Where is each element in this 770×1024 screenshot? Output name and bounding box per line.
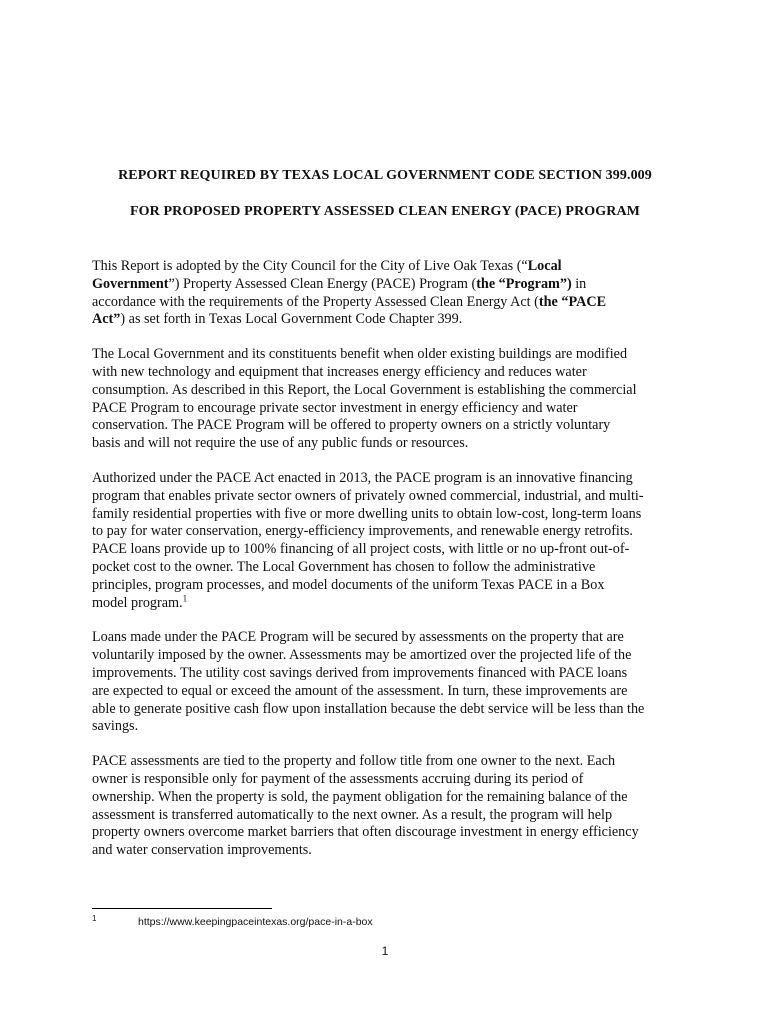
text-line: to pay for water conservation, energy-efficiency improvements, and renewable energy retrofits.	[92, 523, 633, 540]
text-line: owner is responsible only for payment of the assessments accruing during its period of	[92, 770, 584, 787]
text-line: ownership. When the property is sold, the payment obligation for the remaining balance of the	[92, 788, 628, 805]
text-line: PACE Program to encourage private sector investment in energy efficiency and water	[92, 399, 578, 416]
text-line: principles, program processes, and model documents of the uniform Texas PACE in a Box	[92, 576, 605, 593]
page-number: 1	[381, 944, 389, 958]
paragraph-benefits	[92, 346, 684, 453]
text-line: Act”) as set forth in Texas Local Government Code Chapter 399.	[92, 311, 463, 328]
text-line: The Local Government and its constituents benefit when older existing buildings are modified	[92, 346, 628, 363]
text-line: able to generate positive cash flow upon installation because the debt service will be less than the	[92, 700, 645, 717]
footnote-number: 1	[92, 914, 97, 923]
paragraph-loans	[92, 629, 684, 736]
paragraph-authorization	[92, 470, 684, 612]
text-line: with new technology and equipment that increases energy efficiency and reduces water	[92, 363, 587, 380]
text-line: model program.$^1$	[92, 592, 188, 611]
text-line: and water conservation improvements.	[92, 842, 312, 859]
text-line: conservation. The PACE Program will be offered to property owners on a strictly voluntary	[92, 417, 611, 434]
text-line: are expected to equal or exceed the amount of the assessment. In turn, these improvements are	[92, 682, 628, 699]
footnote-link[interactable]: https://www.keepingpaceintexas.org/pace-in-a-box	[138, 916, 373, 928]
paragraph-intro	[92, 258, 684, 329]
text-line: voluntarily imposed by the owner. Assessments may be amortized over the projected life of the	[92, 647, 632, 664]
paragraph-assessments	[92, 753, 684, 860]
text-line: consumption. As described in this Report, the Local Government is establishing the commercial	[92, 381, 637, 398]
text-line: property owners overcome market barriers that often discourage investment in energy efficiency	[92, 824, 639, 841]
text-line: PACE loans provide up to 100% financing of all project costs, with little or no up-front out-of-	[92, 541, 630, 558]
text-line: This Report is adopted by the City Council for the City of Live Oak Texas (“Local	[92, 258, 562, 274]
footnote-divider	[92, 908, 272, 909]
text-line: improvements. The utility cost savings derived from improvements financed with PACE loans	[92, 664, 628, 681]
report-subtitle: FOR PROPOSED PROPERTY ASSESSED CLEAN ENERGY (PACE) PROGRAM	[130, 204, 640, 219]
text-line: basis and will not require the use of any public funds or resources.	[92, 435, 469, 452]
text-line: program that enables private sector owners of privately owned commercial, industrial, and multi-	[92, 487, 644, 504]
text-line: family residential properties with five or more dwelling units to obtain low-cost, long-term loans	[92, 505, 642, 522]
text-line: pocket cost to the owner. The Local Government has chosen to follow the administrative	[92, 558, 596, 575]
report-title: REPORT REQUIRED BY TEXAS LOCAL GOVERNMENT CODE SECTION 399.009	[118, 168, 652, 183]
text-line: savings.	[92, 718, 139, 735]
text-line: assessment is transferred automatically to the next owner. As a result, the program will help	[92, 806, 613, 823]
footnote-reference: 1	[182, 592, 188, 603]
text-line: PACE assessments are tied to the property and follow title from one owner to the next. Each	[92, 753, 616, 770]
text-line: accordance with the requirements of the Property Assessed Clean Energy Act (the “PACE	[92, 293, 607, 310]
report-body	[92, 258, 684, 877]
text-line: Authorized under the PACE Act enacted in 2013, the PACE program is an innovative financing	[92, 469, 633, 486]
text-line: Loans made under the PACE Program will be secured by assessments on the property that are	[92, 629, 624, 646]
text-line: Government”) Property Assessed Clean Energy (PACE) Program (the “Program”) in	[92, 275, 587, 292]
